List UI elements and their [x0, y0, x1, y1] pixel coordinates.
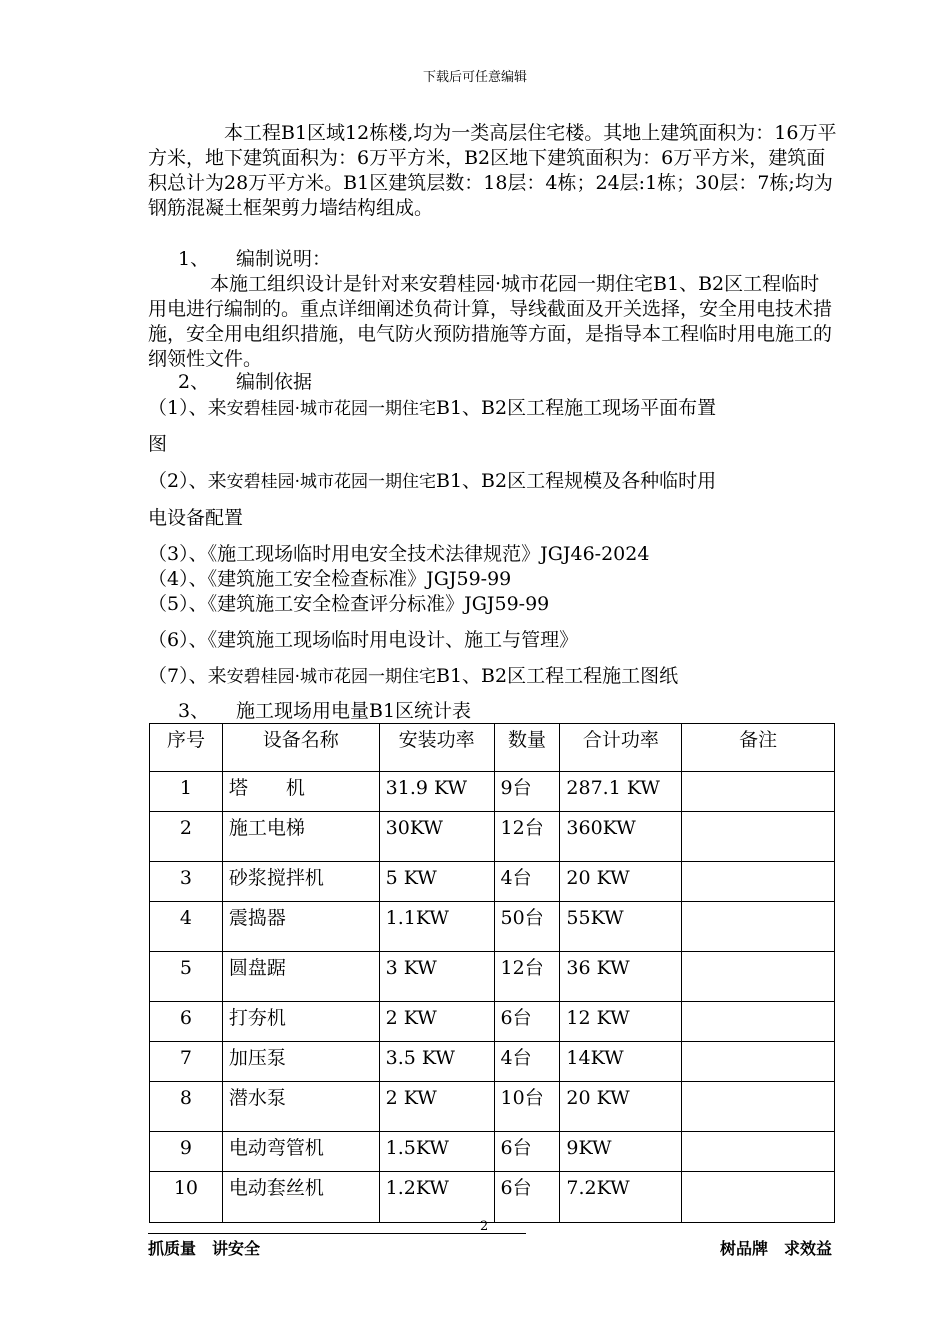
basis-item-2-continued: 电设备配置	[148, 507, 244, 529]
quantity: 50台	[494, 902, 560, 952]
remark	[682, 952, 835, 1002]
table-row	[150, 1042, 835, 1082]
row-index: 4	[150, 902, 223, 952]
basis-item-7-prefix: （7）、来	[148, 665, 227, 687]
footer-slogan-right: 树品牌 求效益	[719, 1239, 832, 1258]
row-index: 1	[150, 772, 223, 812]
equipment-name: 电动弯管机	[222, 1132, 379, 1172]
footer-divider	[148, 1233, 526, 1234]
remark	[682, 772, 835, 812]
quantity: 12台	[494, 812, 560, 862]
section-1-title: 编制说明：	[236, 248, 332, 270]
rated-power: 2 KW	[379, 1082, 494, 1132]
header-cell: 设备名称	[222, 724, 379, 772]
equipment-name: 塔 机	[222, 772, 379, 812]
remark	[682, 1172, 835, 1223]
rated-power: 2 KW	[379, 1002, 494, 1042]
basis-item-5: （5）、《建筑施工安全检查评分标准》JGJ59-99	[148, 593, 550, 615]
basis-item-7-rest: B1、B2区工程工程施工图纸	[436, 665, 679, 687]
remark	[682, 1132, 835, 1172]
total-power: 20 KW	[560, 862, 682, 902]
total-power: 7.2KW	[560, 1172, 682, 1223]
basis-item-1	[148, 396, 716, 422]
quantity: 6台	[494, 1002, 560, 1042]
rated-power: 30KW	[379, 812, 494, 862]
section-1-number: 1、	[178, 248, 210, 270]
basis-item-2-prefix: （2）、来	[148, 470, 227, 492]
total-power: 287.1 KW	[560, 772, 682, 812]
row-index: 3	[150, 862, 223, 902]
basis-item-7	[148, 664, 678, 690]
table-row	[150, 952, 835, 1002]
equipment-name: 震捣器	[222, 902, 379, 952]
equipment-name: 电动套丝机	[222, 1172, 379, 1223]
power-statistics-table	[149, 723, 835, 1223]
row-index: 5	[150, 952, 223, 1002]
header-cell: 安装功率	[379, 724, 494, 772]
total-power: 12 KW	[560, 1002, 682, 1042]
total-power: 14KW	[560, 1042, 682, 1082]
table-row	[150, 772, 835, 812]
section-3-number: 3、	[178, 700, 210, 722]
page-header: 下载后可任意编辑	[422, 70, 527, 85]
section-3-title: 施工现场用电量B1区统计表	[236, 700, 472, 722]
basis-item-1-rest: B1、B2区工程施工现场平面布置	[436, 397, 717, 419]
basis-item-7-project: 安碧桂园·城市花园一期住宅	[226, 667, 436, 687]
equipment-name: 施工电梯	[222, 812, 379, 862]
equipment-name: 打夯机	[222, 1002, 379, 1042]
rated-power: 5 KW	[379, 862, 494, 902]
equipment-name: 潜水泵	[222, 1082, 379, 1132]
row-index: 2	[150, 812, 223, 862]
rated-power: 3.5 KW	[379, 1042, 494, 1082]
total-power: 360KW	[560, 812, 682, 862]
remark	[682, 1042, 835, 1082]
section-2-heading	[148, 370, 312, 395]
equipment-name: 砂浆搅拌机	[222, 862, 379, 902]
basis-item-3: （3）、《施工现场临时用电安全技术法律规范》JGJ46-2024	[148, 543, 650, 565]
equipment-name: 圆盘踞	[222, 952, 379, 1002]
table-header-row	[150, 724, 835, 772]
basis-item-2	[148, 469, 716, 495]
rated-power: 31.9 KW	[379, 772, 494, 812]
rated-power: 1.5KW	[379, 1132, 494, 1172]
basis-item-1-prefix: （1）、来	[148, 397, 227, 419]
row-index: 8	[150, 1082, 223, 1132]
basis-item-1-project: 安碧桂园·城市花园一期住宅	[226, 399, 436, 419]
remark	[682, 862, 835, 902]
quantity: 10台	[494, 1082, 560, 1132]
table-row	[150, 862, 835, 902]
equipment-name: 加压泵	[222, 1042, 379, 1082]
table-row	[150, 1082, 835, 1132]
table-row	[150, 1002, 835, 1042]
quantity: 4台	[494, 1042, 560, 1082]
header-cell: 合计功率	[560, 724, 682, 772]
total-power: 20 KW	[560, 1082, 682, 1132]
table-row	[150, 902, 835, 952]
section-2-number: 2、	[178, 371, 210, 393]
footer-slogan-left: 抓质量 讲安全	[148, 1239, 261, 1258]
intro-paragraph: 本工程B1区域12栋楼,均为一类高层住宅楼。其地上建筑面积为：16万平方米，地下建筑面积为：6万平方米，B2区地下建筑面积为：6万平方米，建筑面积总计为28万平方米。B1区建筑层数：18层：4栋；24层:1栋；30层：7栋;均为钢筋混凝土框架剪力墙结构组成。	[148, 122, 837, 219]
remark	[682, 812, 835, 862]
section-2-title: 编制依据	[236, 371, 313, 393]
quantity: 6台	[494, 1132, 560, 1172]
rated-power: 1.2KW	[379, 1172, 494, 1223]
basis-item-2-rest: B1、B2区工程规模及各种临时用	[436, 470, 717, 492]
table-row	[150, 812, 835, 862]
basis-item-2-project: 安碧桂园·城市花园一期住宅	[226, 472, 436, 492]
remark	[682, 902, 835, 952]
page-number: 2	[480, 1219, 489, 1234]
total-power: 55KW	[560, 902, 682, 952]
header-cell: 备注	[682, 724, 835, 772]
header-cell: 数量	[494, 724, 560, 772]
total-power: 9KW	[560, 1132, 682, 1172]
remark	[682, 1002, 835, 1042]
description-paragraph: 本施工组织设计是针对来安碧桂园·城市花园一期住宅B1、B2区工程临时用电进行编制的。重点详细阐述负荷计算，导线截面及开关选择，安全用电技术措施，安全用电组织措施，电气防火预防措施等方面，是指导本工程临时用电施工的纲领性文件。	[148, 273, 833, 370]
row-index: 10	[150, 1172, 223, 1223]
total-power: 36 KW	[560, 952, 682, 1002]
section-1-heading	[148, 247, 331, 272]
basis-item-6: （6）、《建筑施工现场临时用电设计、施工与管理》	[148, 629, 579, 651]
rated-power: 1.1KW	[379, 902, 494, 952]
basis-item-1-continued: 图	[148, 433, 168, 455]
quantity: 9台	[494, 772, 560, 812]
remark	[682, 1082, 835, 1132]
header-cell: 序号	[150, 724, 223, 772]
quantity: 6台	[494, 1172, 560, 1223]
rated-power: 3 KW	[379, 952, 494, 1002]
table-row	[150, 1172, 835, 1223]
row-index: 6	[150, 1002, 223, 1042]
quantity: 4台	[494, 862, 560, 902]
row-index: 7	[150, 1042, 223, 1082]
section-3-heading	[148, 699, 471, 724]
quantity: 12台	[494, 952, 560, 1002]
table-row	[150, 1132, 835, 1172]
basis-item-4: （4）、《建筑施工安全检查标准》JGJ59-99	[148, 568, 512, 590]
row-index: 9	[150, 1132, 223, 1172]
